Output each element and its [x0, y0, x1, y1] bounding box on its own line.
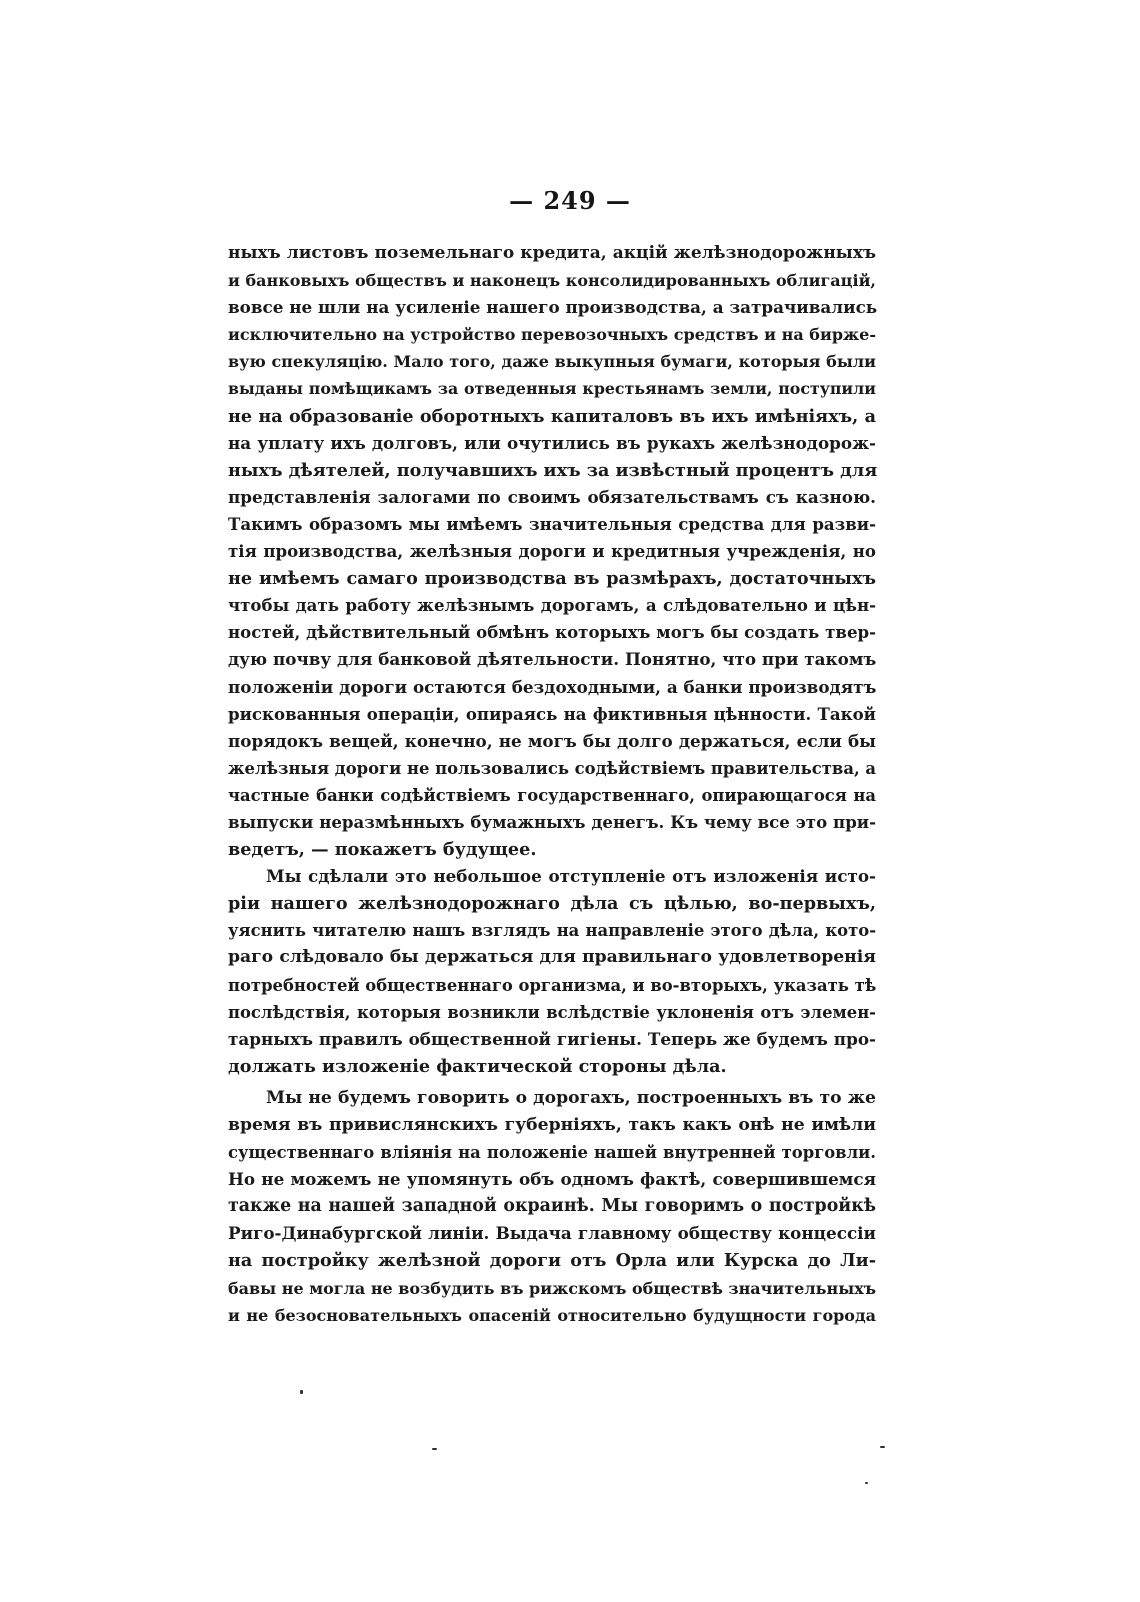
text-line: Мы не будемъ говорить о дорогахъ, построенныхъ въ то же	[266, 1087, 876, 1108]
text-line: дую почву для банковой дѣятельности. Понятно, что при такомъ	[228, 649, 877, 670]
text-line: не на образованіе оборотныхъ капиталовъ въ ихъ имѣніяхъ, а	[228, 405, 876, 427]
text-line: время въ привислянскихъ губерніяхъ, такъ какъ онѣ не имѣли	[228, 1115, 876, 1135]
text-line: исключительно на устройство перевозочныхъ средствъ и на бирже-	[228, 325, 876, 345]
text-line: выданы помѣщикамъ за отведенныя крестьянамъ земли, поступили	[228, 379, 876, 399]
text-line: ныхъ листовъ поземельнаго кредита, акцій желѣзнодорожныхъ	[228, 243, 876, 263]
text-line: ныхъ дѣятелей, получавшихъ ихъ за извѣстный процентъ для	[228, 459, 878, 481]
text-line: тія производства, желѣзныя дороги и кредитныя учрежденія, но	[228, 541, 876, 562]
text-line: потребностей общественнаго организма, и во-вторыхъ, указать тѣ	[228, 975, 877, 995]
text-line: Такимъ образомъ мы имѣемъ значительныя средства для разви-	[228, 513, 876, 534]
text-line: желѣзныя дороги не пользовались содѣйствіемъ правительства, а	[228, 758, 876, 778]
text-line: рискованныя операціи, опираясь на фиктивныя цѣнности. Такой	[228, 703, 876, 724]
text-line: частные банки содѣйствіемъ государственнаго, опирающагося на	[228, 785, 876, 805]
text-line: раго слѣдовало бы держаться для правильнаго удовлетворенія	[228, 947, 876, 968]
text-line: выпуски неразмѣнныхъ бумажныхъ денегъ. Къ чему все это при-	[228, 811, 876, 832]
print-speck	[865, 1482, 868, 1484]
text-line: уяснить читателю нашъ взглядъ на направленіе этого дѣла, кото-	[228, 921, 876, 941]
print-speck	[432, 1448, 437, 1450]
text-line: Но не можемъ не упомянуть объ одномъ фактѣ, совершившемся	[228, 1169, 876, 1190]
text-line: ріи нашего желѣзнодорожнаго дѣла съ цѣлью, во-первыхъ,	[228, 893, 876, 915]
text-line: Риго-Динабургской линіи. Выдача главному обществу концессіи	[228, 1223, 876, 1244]
text-line: вую спекуляцію. Мало того, даже выкупныя бумаги, которыя были	[228, 352, 876, 372]
print-speck	[880, 1446, 885, 1448]
text-line: вовсе не шли на усиленіе нашего производства, а затрачивались	[228, 297, 878, 318]
text-line: тарныхъ правилъ общественной гигіены. Теперь же будемъ про-	[228, 1028, 876, 1049]
text-line: должать изложеніе фактической стороны дѣла.	[228, 1055, 727, 1077]
text-line: бавы не могла не возбудить въ рижскомъ обществѣ значительныхъ	[228, 1278, 877, 1298]
text-line: порядокъ вещей, конечно, не могъ бы долго держаться, если бы	[228, 730, 876, 751]
print-speck	[300, 1390, 303, 1394]
text-line: ностей, дѣйствительный обмѣнъ которыхъ могъ бы создать твер-	[228, 622, 876, 643]
text-line: и банковыхъ обществъ и наконецъ консолидированныхъ облигацій,	[228, 271, 876, 291]
text-line: и не безосновательныхъ опасеній относительно будущности города	[228, 1305, 876, 1325]
page-number: — 249 —	[509, 186, 631, 215]
text-line: представленія залогами по своимъ обязательствамъ съ казною.	[228, 486, 876, 507]
text-line: положеніи дороги остаются бездоходными, а банки производятъ	[228, 676, 877, 697]
text-line: на постройку желѣзной дороги отъ Орла или Курска до Ли-	[228, 1250, 876, 1272]
text-line: также на нашей западной окраинѣ. Мы говоримъ о постройкѣ	[228, 1196, 876, 1217]
text-line: ведетъ, — покажетъ будущее.	[228, 839, 537, 861]
text-line: чтобы дать работу желѣзнымъ дорогамъ, а слѣдовательно и цѣн-	[228, 595, 876, 616]
text-line: не имѣемъ самаго производства въ размѣрахъ, достаточныхъ	[228, 568, 876, 590]
body-text	[228, 240, 876, 1329]
text-line: на уплату ихъ долговъ, или очутились въ рукахъ желѣзнодорож-	[228, 432, 876, 453]
text-line: послѣдствія, которыя возникли вслѣдствіе уклоненія отъ элемен-	[228, 1002, 876, 1022]
text-line: Мы сдѣлали это небольшое отступленіе отъ изложенія исто-	[266, 866, 876, 887]
text-line: существеннаго вліянія на положеніе нашей внутренней торговли.	[228, 1143, 876, 1163]
